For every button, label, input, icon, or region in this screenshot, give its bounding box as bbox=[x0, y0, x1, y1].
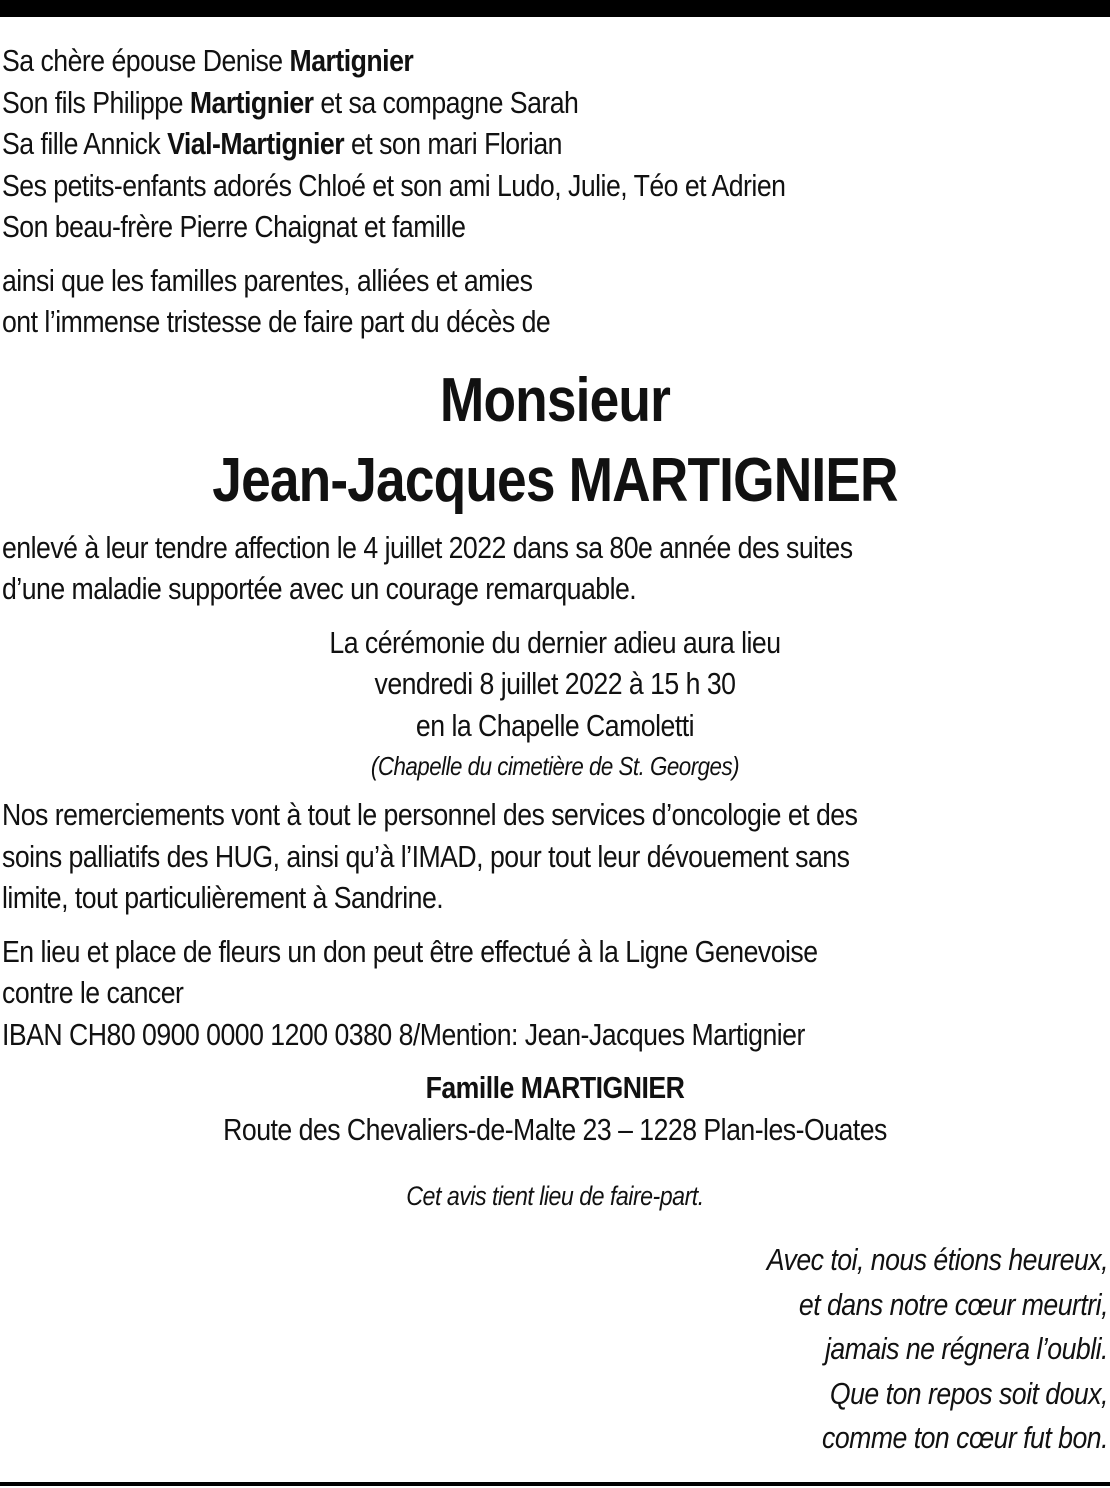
poem-line-5: comme ton cœur fut bon. bbox=[822, 1420, 1108, 1455]
donation-iban: IBAN CH80 0900 0000 1200 0380 8/Mention: Jean-Jacques Martignier bbox=[2, 1016, 805, 1052]
family-list bbox=[2, 40, 1108, 248]
intro-text bbox=[2, 260, 1108, 343]
family-contact-name: Famille MARTIGNIER bbox=[425, 1070, 685, 1105]
ceremony-location: en la Chapelle Camoletti bbox=[415, 707, 695, 743]
poem-line-3: jamais ne régnera l’oubli. bbox=[824, 1331, 1108, 1366]
ceremony-date: vendredi 8 juillet 2022 à 15 h 30 bbox=[374, 666, 736, 701]
family-line-daughter: Sa fille Annick Vial-Martignier et son mari Florian bbox=[2, 126, 562, 161]
deceased-heading bbox=[2, 361, 1108, 521]
notice-note: Cet avis tient lieu de faire-part. bbox=[406, 1181, 704, 1211]
intro-line-1: ainsi que les familles parentes, alliées et amies bbox=[2, 262, 533, 298]
poem-line-2: et dans notre cœur meurtri, bbox=[798, 1286, 1108, 1322]
family-line-brother-in-law: Son beau-frère Pierre Chaignat et famille bbox=[2, 209, 466, 244]
donation-line-1: En lieu et place de fleurs un don peut être effectué à la Ligne Genevoise bbox=[2, 933, 818, 969]
top-rule bbox=[0, 0, 1110, 17]
poem bbox=[2, 1238, 1108, 1461]
notice-body bbox=[2, 40, 1108, 1461]
thanks-line-2: soins palliatifs des HUG, ainsi qu’à l’IMAD, pour tout leur dévouement sans bbox=[2, 838, 850, 874]
death-notice bbox=[2, 527, 1108, 610]
family-contact-address: Route des Chevaliers-de-Malte 23 – 1228 Plan-les-Ouates bbox=[223, 1111, 887, 1147]
poem-line-1: Avec toi, nous étions heureux, bbox=[766, 1242, 1108, 1277]
family-contact bbox=[2, 1067, 1108, 1150]
ceremony-info bbox=[2, 622, 1108, 787]
deceased-name: Jean-Jacques MARTIGNIER bbox=[212, 445, 898, 515]
donation-paragraph bbox=[2, 931, 1108, 1056]
donation-line-2: contre le cancer bbox=[2, 975, 184, 1010]
intro-line-2: ont l’immense tristesse de faire part du décès de bbox=[2, 304, 551, 339]
ceremony-line-1: La cérémonie du dernier adieu aura lieu bbox=[329, 624, 781, 660]
deceased-title: Monsieur bbox=[439, 365, 671, 435]
poem-line-4: Que ton repos soit doux, bbox=[829, 1375, 1108, 1411]
family-line-grandchildren: Ses petits-enfants adorés Chloé et son ami Ludo, Julie, Téo et Adrien bbox=[2, 167, 786, 203]
thanks-line-1: Nos remerciements vont à tout le personnel des services d’oncologie et des bbox=[2, 797, 858, 832]
death-notice-line-1: enlevé à leur tendre affection le 4 juillet 2022 dans sa 80e année des suites bbox=[2, 529, 853, 565]
bottom-rule bbox=[0, 1482, 1110, 1486]
thanks-paragraph bbox=[2, 794, 1108, 919]
family-line-spouse: Sa chère épouse Denise Martignier bbox=[2, 43, 414, 78]
death-notice-line-2: d’une maladie supportée avec un courage remarquable. bbox=[2, 571, 637, 606]
ceremony-note: (Chapelle du cimetière de St. Georges) bbox=[370, 751, 740, 781]
family-line-son: Son fils Philippe Martignier et sa compagne Sarah bbox=[2, 84, 579, 120]
thanks-line-3: limite, tout particulièrement à Sandrine. bbox=[2, 880, 444, 915]
